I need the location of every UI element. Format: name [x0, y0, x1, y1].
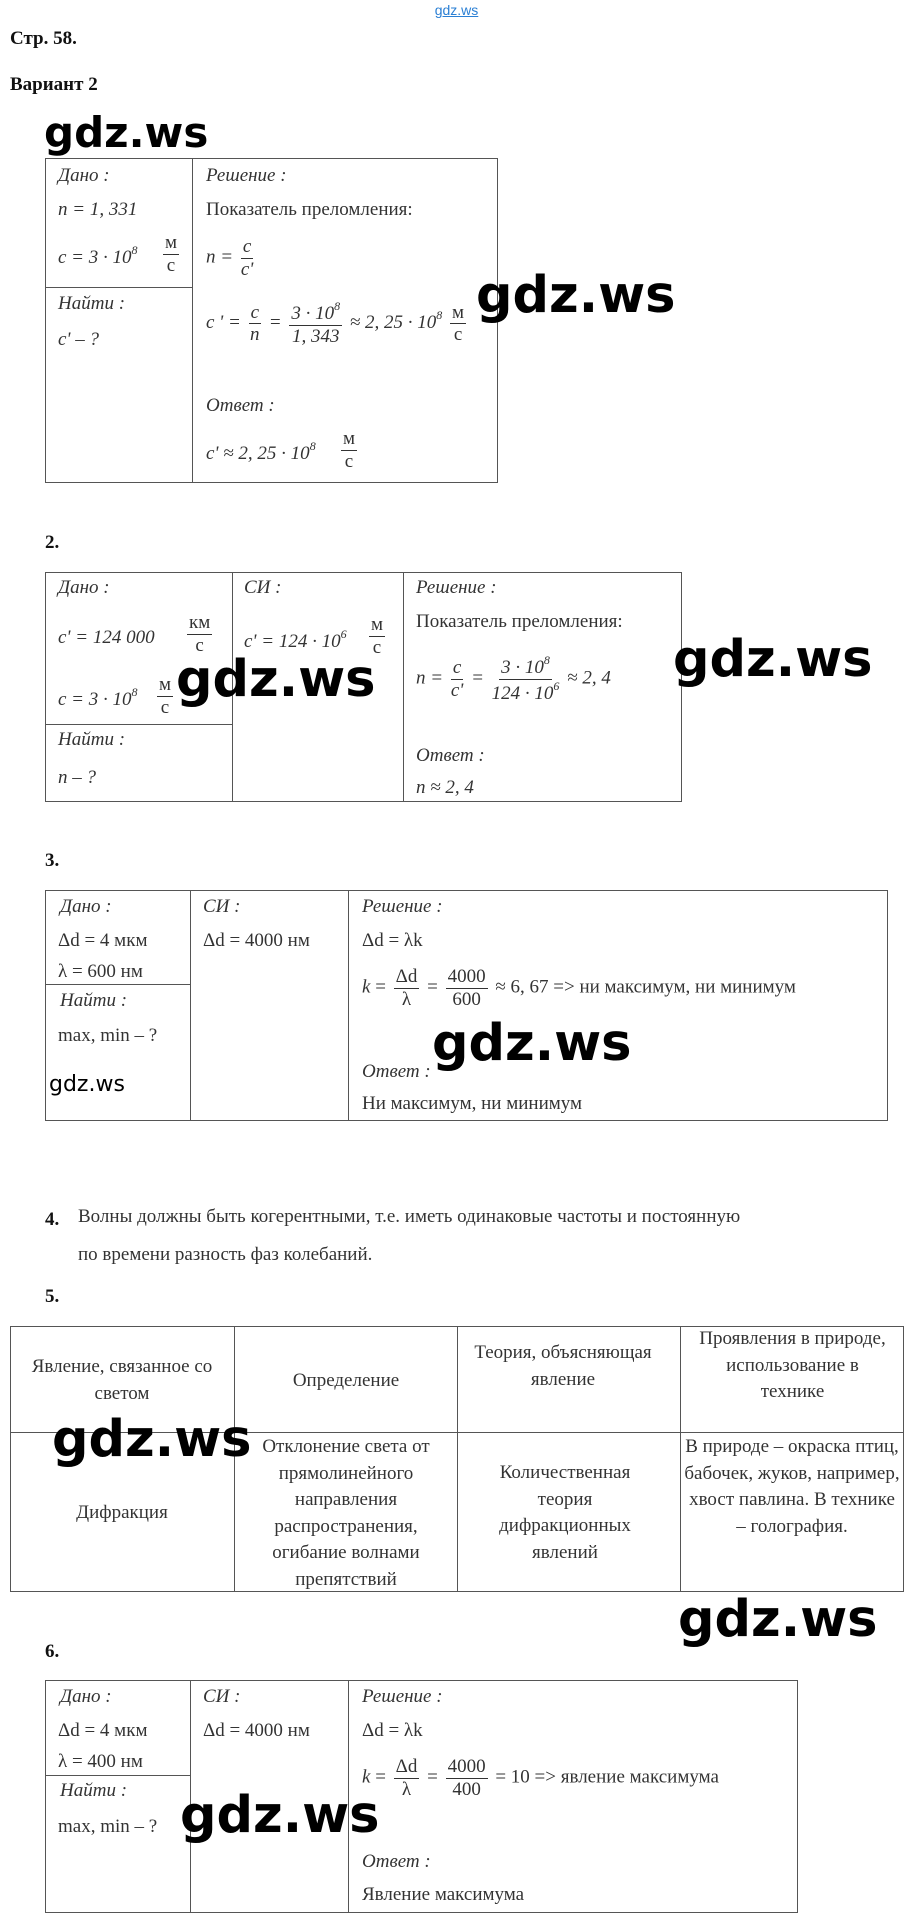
problem-3-number: 3.	[45, 850, 60, 871]
given-label: Дано :	[60, 1686, 112, 1707]
divider	[45, 287, 192, 288]
unit-fraction: $\frac{м}{с}$	[371, 614, 384, 658]
answer-label: Ответ :	[206, 395, 275, 416]
answer-value: Явление максимума	[362, 1884, 525, 1905]
watermark: gdz.ws	[180, 1786, 380, 1845]
table-cell: В природе – окраска птиц, бабочек, жуков, например, хвост павлина. В технике – голография.	[684, 1436, 900, 1537]
si-delta-d: Δd = 4000 нм	[203, 930, 310, 951]
given-label: Дано :	[60, 896, 112, 917]
answer-label: Ответ :	[362, 1061, 431, 1082]
si-c-prime: $c' = 124 \cdot 10^6$	[244, 627, 347, 652]
problem-4-number: 4.	[45, 1209, 60, 1230]
si-label: СИ :	[203, 896, 241, 917]
given-lambda: λ = 400 нм	[58, 1751, 143, 1772]
find-c-prime: c' – ?	[58, 329, 99, 350]
formula-n: n = $\frac{c}{c'}$	[206, 236, 254, 280]
watermark: gdz.ws	[673, 630, 873, 689]
exponent: 8	[131, 243, 138, 257]
si-label: СИ :	[244, 577, 282, 598]
find-max-min: max, min – ?	[58, 1816, 158, 1837]
divider	[348, 890, 349, 1121]
given-c	[58, 244, 138, 267]
given-c-value: c = 3 · 10	[58, 689, 132, 710]
watermark: gdz.ws	[49, 1072, 125, 1097]
table-header: Теория, объясняющая явление	[474, 1342, 652, 1390]
find-label: Найти :	[60, 990, 128, 1011]
given-delta-d: Δd = 4 мкм	[58, 930, 148, 951]
answer-label: Ответ :	[362, 1851, 431, 1872]
watermark: gdz.ws	[44, 108, 209, 157]
divider	[680, 1326, 681, 1592]
watermark: gdz.ws	[678, 1590, 878, 1649]
find-n: n – ?	[58, 767, 96, 788]
refraction-index-text: Показатель преломления:	[206, 199, 413, 220]
text-line: по времени разность фаз колебаний.	[78, 1244, 373, 1266]
table-cell: Отклонение света от прямолинейного направления распространения, огибание волнами препятствий	[262, 1436, 430, 1590]
given-lambda: λ = 600 нм	[58, 961, 143, 982]
find-label: Найти :	[58, 293, 126, 314]
unit-fraction: $\frac{м}{с}$	[343, 428, 356, 472]
table-header: Проявления в природе, использование в технике	[699, 1328, 886, 1403]
given-n: n = 1, 331	[58, 199, 138, 220]
given-label: Дано :	[58, 577, 110, 598]
problem-6-number: 6.	[45, 1641, 60, 1662]
formula-k: k = $\frac{\Delta d}{\lambda}$ = $\frac{4000}{400}$ = 10 => явление максимума	[362, 1756, 719, 1800]
divider	[403, 572, 404, 802]
solution-label: Решение :	[362, 1686, 443, 1707]
text-line: Волны должны быть когерентными, т.е. иметь одинаковые частоты и постоянную	[78, 1206, 741, 1227]
watermark: gdz.ws	[176, 650, 376, 709]
watermark: gdz.ws	[432, 1014, 632, 1073]
find-label: Найти :	[58, 729, 126, 750]
answer-value: Ни максимум, ни минимум	[362, 1093, 583, 1114]
divider	[190, 890, 191, 1121]
site-link[interactable]: gdz.ws	[434, 2, 479, 18]
page-number: Стр. 58.	[10, 28, 77, 49]
divider	[45, 1775, 190, 1776]
si-value: c' = 124 · 10	[244, 631, 341, 652]
formula-k: k = $\frac{\Delta d}{\lambda}$ = $\frac{4000}{600}$ ≈ 6, 67 => ни максимум, ни минимум	[362, 966, 796, 1010]
given-c-value: c = 3 · 10	[58, 247, 132, 268]
formula-n: n = $\frac{c}{c'}$ = $\frac{3 \cdot 10^8}{124 \cdot 10^6}$ ≈ 2, 4	[416, 653, 611, 704]
answer-label: Ответ :	[416, 745, 485, 766]
table-header: Определение	[292, 1370, 400, 1391]
find-max-min: max, min – ?	[58, 1025, 158, 1046]
find-label: Найти :	[60, 1780, 128, 1801]
solution-label: Решение :	[416, 577, 497, 598]
watermark: gdz.ws	[52, 1410, 252, 1469]
variant-title: Вариант 2	[10, 74, 98, 95]
divider	[45, 724, 232, 725]
watermark: gdz.ws	[476, 266, 676, 325]
unit-fraction: $\frac{м}{с}$	[165, 232, 178, 276]
si-label: СИ :	[203, 1686, 241, 1707]
unit-fraction: $\frac{км}{с}$	[189, 612, 211, 656]
si-delta-d: Δd = 4000 нм	[203, 1720, 310, 1741]
formula-delta-d: Δd = λk	[362, 1720, 423, 1741]
given-label: Дано :	[58, 165, 110, 186]
refraction-index-text: Показатель преломления:	[416, 611, 623, 632]
table-header: Явление, связанное со светом	[31, 1356, 213, 1404]
formula-c-prime: c ' = $\frac{c}{n}$ = $\frac{3 \cdot 10^8}{1, 343}$ ≈ 2, $25 \cdot 10^8$ $\frac{м}{с}$	[206, 299, 465, 347]
divider	[45, 984, 190, 985]
problem-4-text	[78, 1200, 898, 1272]
solution-label: Решение :	[206, 165, 287, 186]
divider	[192, 158, 193, 483]
given-c-prime: c' = 124 000	[58, 627, 155, 648]
given-c: $c = 3 \cdot 10^8$	[58, 685, 138, 710]
given-delta-d: Δd = 4 мкм	[58, 1720, 148, 1741]
table-cell: Дифракция	[76, 1502, 168, 1523]
answer-text: c' ≈ 2, 25 · 10	[206, 443, 310, 464]
answer-value: c' ≈ 2, $25 \cdot 10^8$	[206, 439, 316, 464]
divider	[457, 1326, 458, 1592]
table-cell: Количественная теория дифракционных явлений	[499, 1462, 631, 1563]
result-text: = 10 => явление максимума	[495, 1766, 719, 1788]
answer-value: n ≈ 2, 4	[416, 777, 474, 798]
solution-label: Решение :	[362, 896, 443, 917]
problem-2-number: 2.	[45, 532, 60, 553]
result-text: ≈ 6, 67 => ни максимум, ни минимум	[495, 976, 796, 998]
unit-fraction: $\frac{м}{с}$	[159, 674, 172, 718]
formula-delta-d: Δd = λk	[362, 930, 423, 951]
problem-5-number: 5.	[45, 1286, 60, 1307]
